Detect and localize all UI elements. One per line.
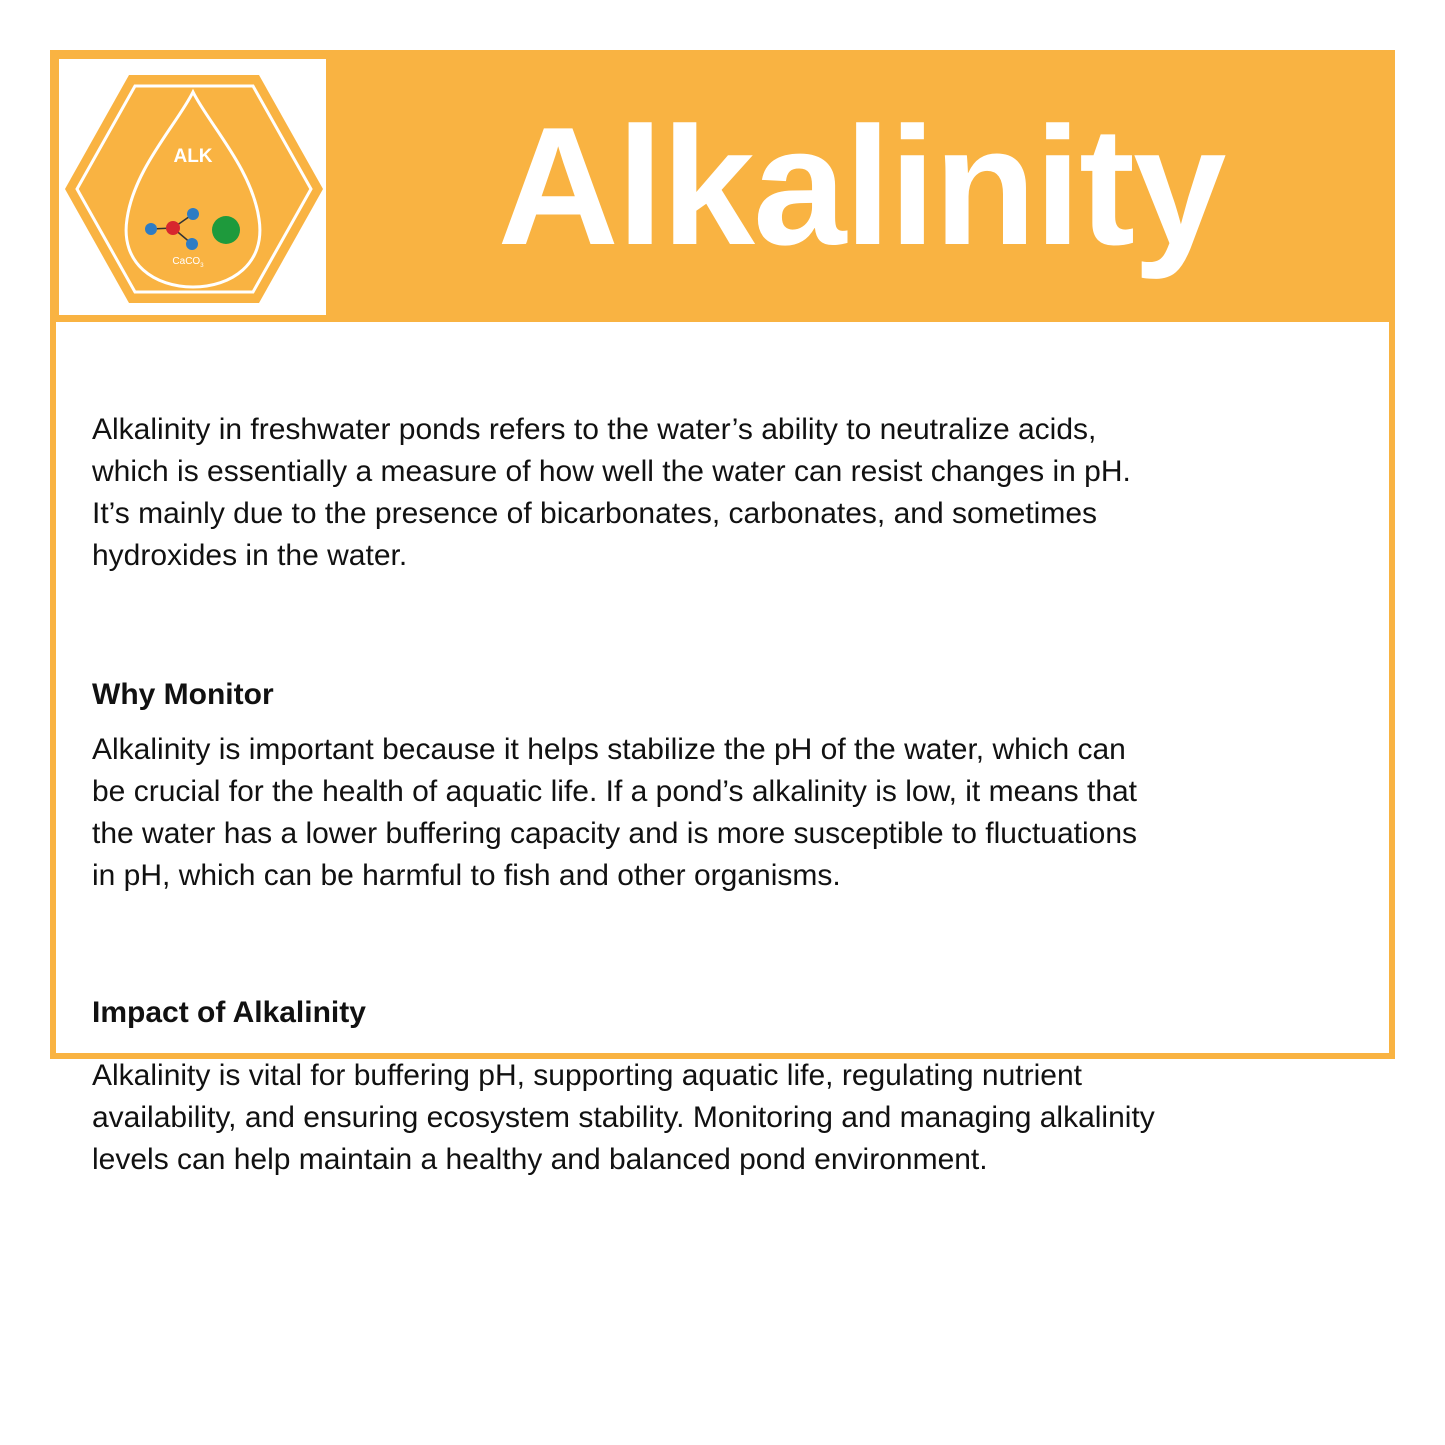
impact-paragraph [92, 1055, 1362, 1181]
logo-panel [59, 59, 326, 315]
impact-line: levels can help maintain a healthy and balanced pond environment. [92, 1143, 988, 1176]
intro-paragraph [92, 409, 1362, 577]
impact-line: availability, and ensuring ecosystem stability. Monitoring and managing alkalinity [92, 1101, 1155, 1134]
why-monitor-heading: Why Monitor [92, 678, 274, 711]
why-monitor-line: Alkalinity is important because it helps stabilize the pH of the water, which can [92, 733, 1126, 766]
alkalinity-logo-icon [59, 59, 326, 315]
intro-line: hydroxides in the water. [92, 539, 408, 572]
info-card [50, 50, 1395, 1176]
impact-heading: Impact of Alkalinity [92, 996, 366, 1029]
intro-line: which is essentially a measure of how well the water can resist changes in pH. [92, 455, 1131, 488]
page-title: Alkalinity [497, 92, 1225, 280]
header-banner [56, 56, 1389, 322]
logo-label: ALK [173, 146, 213, 167]
impact-line: Alkalinity is vital for buffering pH, supporting aquatic life, regulating nutrient [92, 1059, 1082, 1092]
why-monitor-line: the water has a lower buffering capacity and is more susceptible to fluctuations [92, 817, 1138, 850]
why-monitor-line: in pH, which can be harmful to fish and other organisms. [92, 859, 841, 892]
intro-line: Alkalinity in freshwater ponds refers to the water’s ability to neutralize acids, [92, 413, 1097, 446]
hexagon-shape [65, 75, 323, 303]
intro-line: It’s mainly due to the presence of bicarbonates, carbonates, and sometimes [92, 497, 1098, 530]
why-monitor-paragraph [92, 729, 1362, 897]
why-monitor-line: be crucial for the health of aquatic life. If a pond’s alkalinity is low, it means that [92, 775, 1138, 808]
logo-formula: CaCO$_3$ [172, 256, 204, 269]
